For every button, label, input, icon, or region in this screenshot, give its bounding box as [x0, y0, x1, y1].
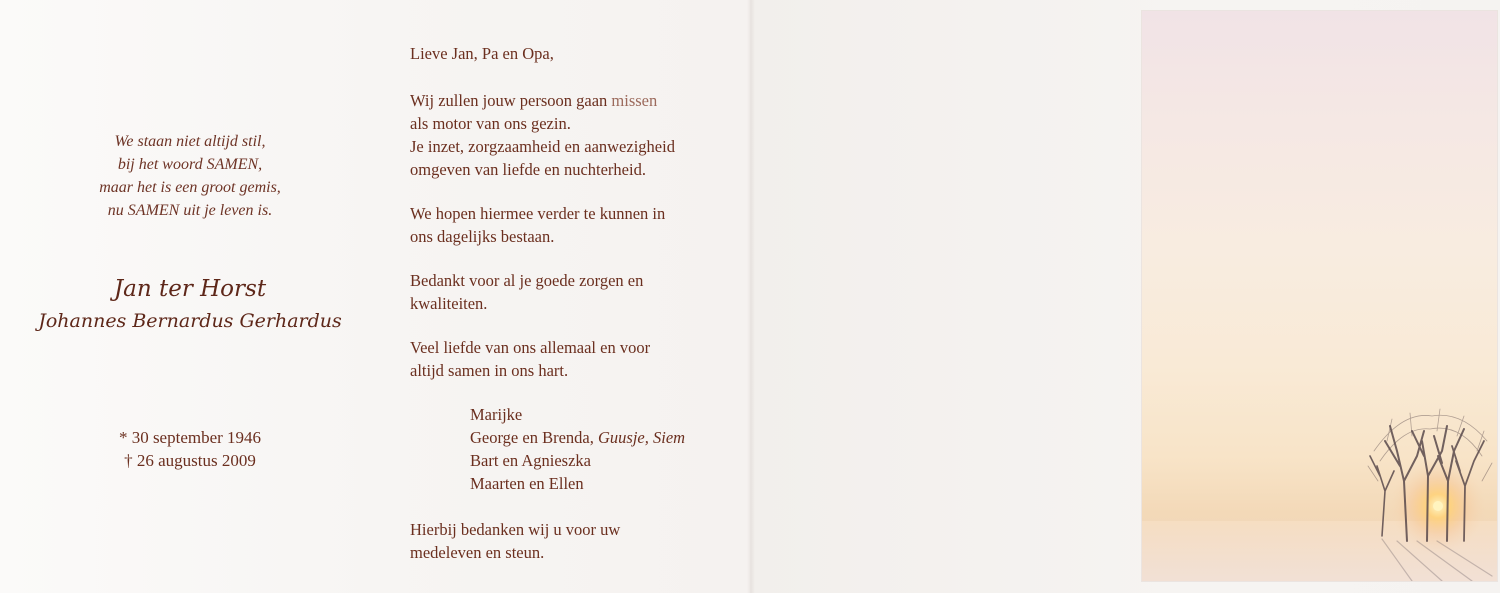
signer: Maarten en Ellen [470, 474, 584, 493]
letter-line: altijd samen in ons hart. [410, 361, 569, 380]
sun [1433, 501, 1443, 511]
winter-sunset-photo [1142, 11, 1497, 581]
signer: Bart en Agnieszka [470, 451, 591, 470]
poem-line: We staan niet altijd stil, [114, 133, 266, 150]
letter-line: Bedankt voor al je goede zorgen en [410, 271, 644, 290]
deceased-full-name: Johannes Bernardus Gerhardus [38, 310, 342, 332]
poem-line: nu SAMEN uit je leven is. [107, 202, 273, 219]
letter [410, 42, 740, 564]
deceased-name: Jan ter Horst [113, 276, 267, 302]
letter-line: kwaliteiten. [410, 294, 488, 313]
letter-line: medeleven en steun. [410, 543, 545, 562]
letter-line: Hierbij bedanken wij u voor uw [410, 520, 621, 539]
letter-paragraph [410, 202, 740, 248]
card-fold [747, 0, 755, 593]
signer [470, 426, 740, 449]
birth-date: * 30 september 1946 [118, 428, 262, 447]
letter-line: ons dagelijks bestaan. [410, 227, 555, 246]
letter-text: missen [611, 91, 658, 110]
letter-paragraph [410, 336, 740, 382]
letter-line: Veel liefde van ons allemaal en voor [410, 338, 651, 357]
letter-paragraph [410, 269, 740, 315]
signer-text: George en Brenda, [470, 428, 598, 447]
letter-closing [410, 518, 740, 564]
letter-line: We hopen hiermee verder te kunnen in [410, 204, 666, 223]
poem-line: maar het is een groot gemis, [99, 179, 281, 196]
signers [470, 403, 740, 495]
letter-line: omgeven van liefde en nuchterheid. [410, 160, 646, 179]
poem-line: bij het woord SAMEN, [117, 156, 263, 173]
signer-grandchildren: Guusje, Siem [597, 428, 686, 447]
death-date: † 26 augustus 2009 [124, 451, 256, 470]
deceased-name-block [20, 272, 360, 336]
poem [40, 130, 340, 222]
trees-illustration [1142, 11, 1497, 581]
letter-text: Wij zullen jouw persoon gaan [410, 91, 612, 110]
letter-line [410, 89, 740, 112]
letter-paragraph [410, 89, 740, 181]
letter-line: als motor van ons gezin. [410, 114, 571, 133]
signer: Marijke [470, 405, 523, 424]
letter-line: Je inzet, zorgzaamheid en aanwezigheid [410, 137, 675, 156]
letter-greeting: Lieve Jan, Pa en Opa, [410, 44, 554, 63]
life-dates [40, 426, 340, 472]
